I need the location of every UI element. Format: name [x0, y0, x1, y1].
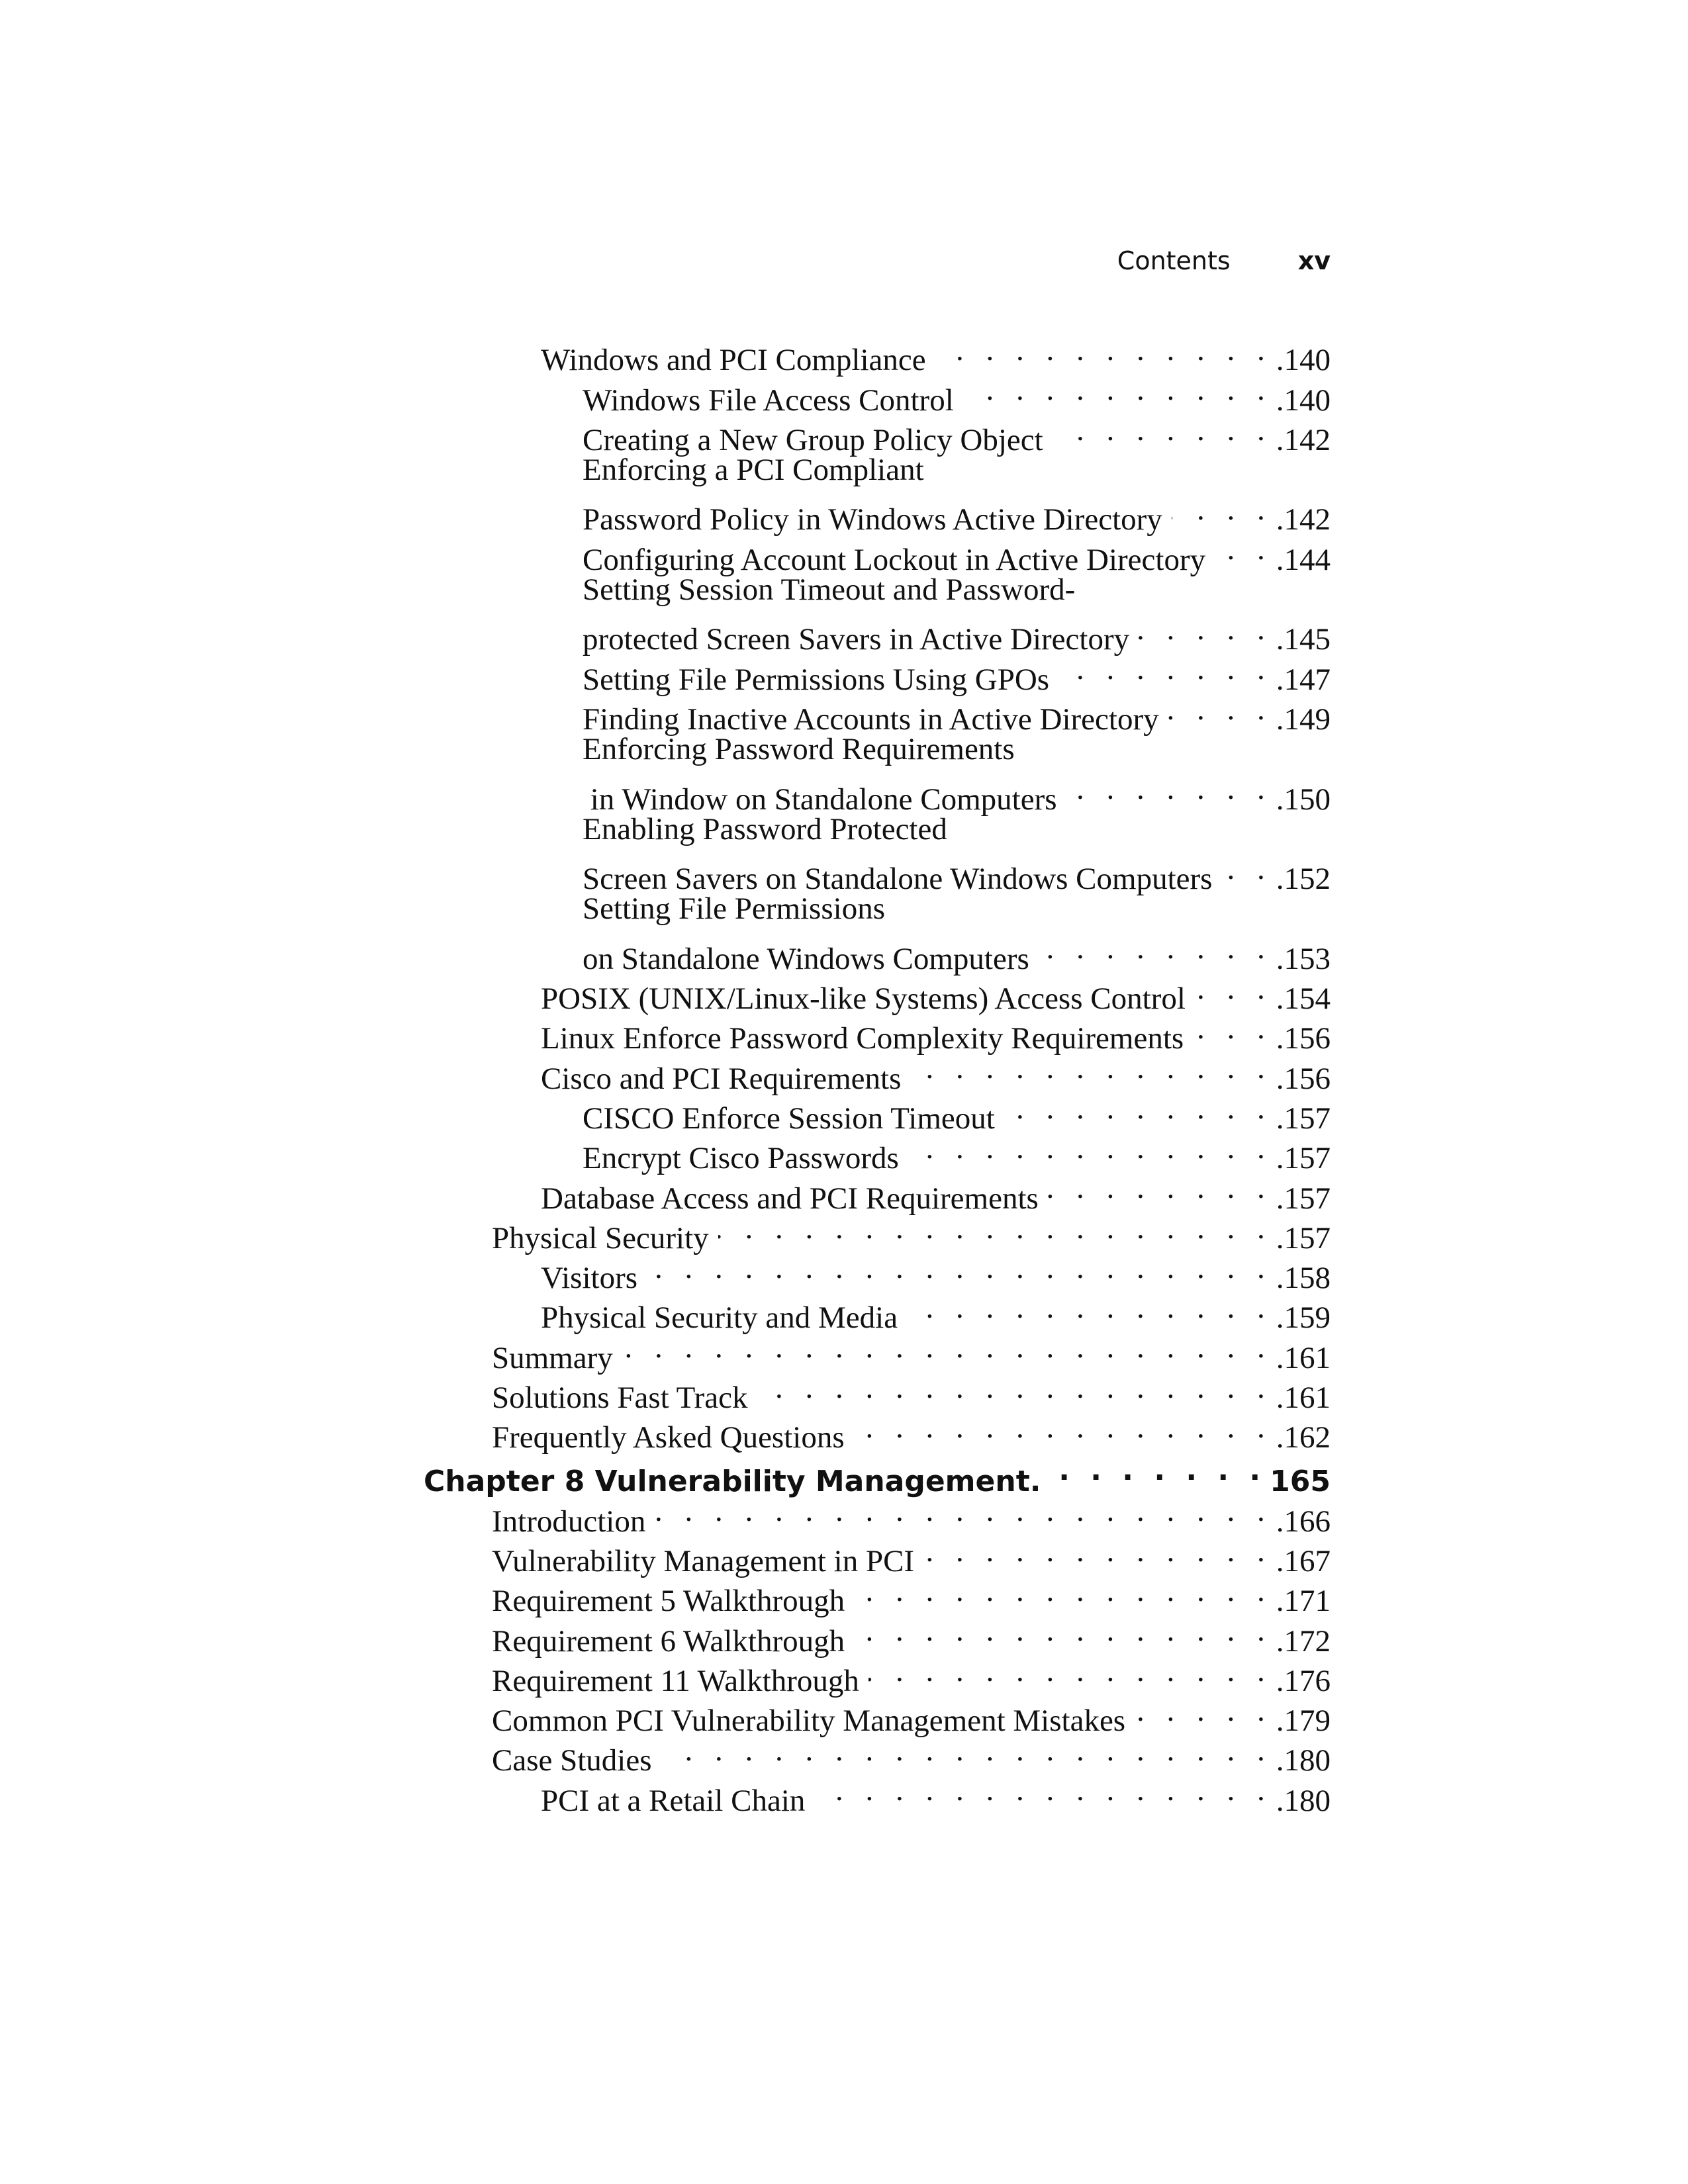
dot-leader — [1043, 1450, 1266, 1491]
toc-entry-page: .176 — [1276, 1663, 1331, 1698]
toc-entry-title: Windows and PCI Compliance — [541, 343, 926, 378]
toc-entry[interactable] — [424, 490, 1331, 537]
toc-entry-page: .166 — [1276, 1504, 1331, 1539]
toc-entry-title: Setting File Permissions — [583, 891, 885, 927]
toc-entry-page: .145 — [1276, 622, 1331, 657]
toc-entry-page: .150 — [1276, 782, 1331, 817]
toc-entry[interactable] — [424, 929, 1331, 976]
dot-leader — [923, 1531, 1272, 1571]
toc-entry-title: Finding Inactive Accounts in Active Directory — [583, 702, 1159, 737]
dot-leader — [1172, 490, 1272, 529]
toc-entry-title: POSIX (UNIX/Linux-like Systems) Access Control — [541, 981, 1186, 1017]
toc-entry-title: Linux Enforce Password Complexity Requirements — [541, 1021, 1184, 1056]
dot-leader — [655, 1491, 1272, 1531]
dot-leader — [1135, 1691, 1272, 1731]
dot-leader — [907, 1288, 1272, 1328]
toc-entry-title: Encrypt Cisco Passwords — [583, 1141, 899, 1176]
dot-leader — [935, 330, 1272, 370]
toc-entry-page: .157 — [1276, 1181, 1331, 1216]
toc-entry-page: .180 — [1276, 1743, 1331, 1778]
toc-entry-page: .171 — [1276, 1584, 1331, 1619]
dot-leader — [718, 1208, 1272, 1248]
toc-entry-title: CISCO Enforce Session Timeout — [583, 1101, 995, 1136]
toc-entry[interactable] — [424, 809, 1331, 849]
toc-entry-title: Vulnerability Management in PCI — [492, 1543, 915, 1578]
dot-leader — [963, 370, 1272, 410]
dot-leader — [1215, 529, 1272, 569]
toc-entry-title: Cisco and PCI Requirements — [541, 1061, 902, 1096]
dot-leader — [1053, 410, 1272, 450]
toc-entry-title: Password Policy in Windows Active Directory — [583, 502, 1162, 537]
toc-entry-title: on Standalone Windows Computers — [583, 941, 1029, 976]
toc-entry[interactable] — [424, 849, 1331, 897]
toc-entry-title: Creating a New Group Policy Object — [583, 422, 1043, 457]
toc-entry-title: Common PCI Vulnerability Management Mistakes — [492, 1704, 1126, 1739]
toc-entry-page: .147 — [1276, 662, 1331, 697]
toc-entry-page: .149 — [1276, 702, 1331, 737]
toc-entry-page: .180 — [1276, 1783, 1331, 1818]
toc-entry-page: .156 — [1276, 1021, 1331, 1056]
toc-entry-page: .162 — [1276, 1420, 1331, 1455]
toc-entry-title: Requirement 5 Walkthrough — [492, 1584, 845, 1619]
toc-entry-page: .142 — [1276, 502, 1331, 537]
dot-leader — [1193, 1009, 1272, 1048]
toc-entry-title: Screen Savers on Standalone Windows Computers — [583, 862, 1213, 897]
dot-leader — [622, 1328, 1272, 1367]
toc-entry-title: Physical Security and Media — [541, 1300, 898, 1336]
toc-entry-page: .158 — [1276, 1261, 1331, 1296]
toc-entry-page: 165 — [1270, 1465, 1331, 1499]
toc-entry-title: in Window on Standalone Computers — [583, 782, 1057, 817]
toc-entry-title: PCI at a Retail Chain — [541, 1783, 806, 1818]
dot-leader — [908, 1128, 1272, 1168]
toc-entry-page: .157 — [1276, 1141, 1331, 1176]
toc-entry-title: Chapter 8 Vulnerability Management. — [424, 1465, 1041, 1499]
toc-entry-page: .140 — [1276, 383, 1331, 418]
toc-entry-title: Setting File Permissions Using GPOs — [583, 662, 1050, 697]
toc-entry-title: Summary — [492, 1340, 613, 1375]
toc-entry-page: .144 — [1276, 542, 1331, 577]
toc-entry-page: .167 — [1276, 1543, 1331, 1578]
toc-entry-title: Visitors — [541, 1261, 638, 1296]
toc-entry[interactable] — [424, 450, 1331, 490]
dot-leader — [1221, 849, 1272, 889]
dot-leader — [757, 1368, 1272, 1408]
toc-entry-page: .172 — [1276, 1623, 1331, 1659]
dot-leader — [1039, 929, 1272, 968]
toc-entry-page: .157 — [1276, 1101, 1331, 1136]
toc-entry-title: Enforcing Password Requirements — [583, 731, 1015, 766]
toc-entry-title: protected Screen Savers in Active Directory — [583, 622, 1130, 657]
toc-entry-page: .159 — [1276, 1300, 1331, 1336]
toc-entry-title: Frequently Asked Questions — [492, 1420, 845, 1455]
toc-entry-page: .179 — [1276, 1704, 1331, 1739]
dot-leader — [1058, 649, 1272, 689]
dot-leader — [1066, 769, 1272, 809]
toc-entry[interactable] — [424, 330, 1331, 378]
table-of-contents — [424, 330, 1331, 1818]
dot-leader — [1048, 1168, 1272, 1208]
toc-entry-page: .152 — [1276, 862, 1331, 897]
dot-leader — [910, 1048, 1272, 1088]
dot-leader — [661, 1731, 1272, 1770]
toc-entry-title: Solutions Fast Track — [492, 1381, 748, 1416]
toc-entry-page: .157 — [1276, 1220, 1331, 1255]
toc-entry-page: .142 — [1276, 422, 1331, 457]
toc-entry-page: .161 — [1276, 1381, 1331, 1416]
toc-entry-title: Introduction — [492, 1504, 646, 1539]
dot-leader — [1139, 610, 1272, 649]
dot-leader — [854, 1611, 1272, 1651]
running-header — [1117, 246, 1331, 275]
dot-leader — [868, 1651, 1272, 1691]
dot-leader — [1168, 690, 1272, 729]
toc-entry-title: Requirement 11 Walkthrough — [492, 1663, 859, 1698]
toc-entry-page: .140 — [1276, 343, 1331, 378]
toc-entry-page: .153 — [1276, 941, 1331, 976]
toc-entry-page: .161 — [1276, 1340, 1331, 1375]
toc-entry-title: Configuring Account Lockout in Active Directory — [583, 542, 1206, 577]
toc-entry[interactable] — [424, 729, 1331, 769]
toc-entry[interactable] — [424, 769, 1331, 817]
dot-leader — [647, 1248, 1272, 1288]
dot-leader — [854, 1408, 1272, 1447]
toc-entry-page: .154 — [1276, 981, 1331, 1017]
toc-entry-title: Enforcing a PCI Compliant — [583, 452, 924, 487]
toc-entry-page: .156 — [1276, 1061, 1331, 1096]
toc-entry-title: Windows File Access Control — [583, 383, 954, 418]
toc-entry-title: Database Access and PCI Requirements — [541, 1181, 1039, 1216]
dot-leader — [854, 1571, 1272, 1611]
toc-entry-title: Enabling Password Protected — [583, 811, 947, 846]
toc-entry-title: Physical Security — [492, 1220, 709, 1255]
toc-entry-title: Setting Session Timeout and Password- — [583, 572, 1076, 607]
toc-entry-title: Case Studies — [492, 1743, 652, 1778]
dot-leader — [1195, 969, 1272, 1009]
toc-entry[interactable] — [424, 610, 1331, 657]
header-title: Contents — [1117, 246, 1231, 275]
toc-entry-title: Requirement 6 Walkthrough — [492, 1623, 845, 1659]
dot-leader — [814, 1770, 1272, 1810]
dot-leader — [1004, 1089, 1272, 1128]
header-page-number: xv — [1297, 246, 1331, 275]
